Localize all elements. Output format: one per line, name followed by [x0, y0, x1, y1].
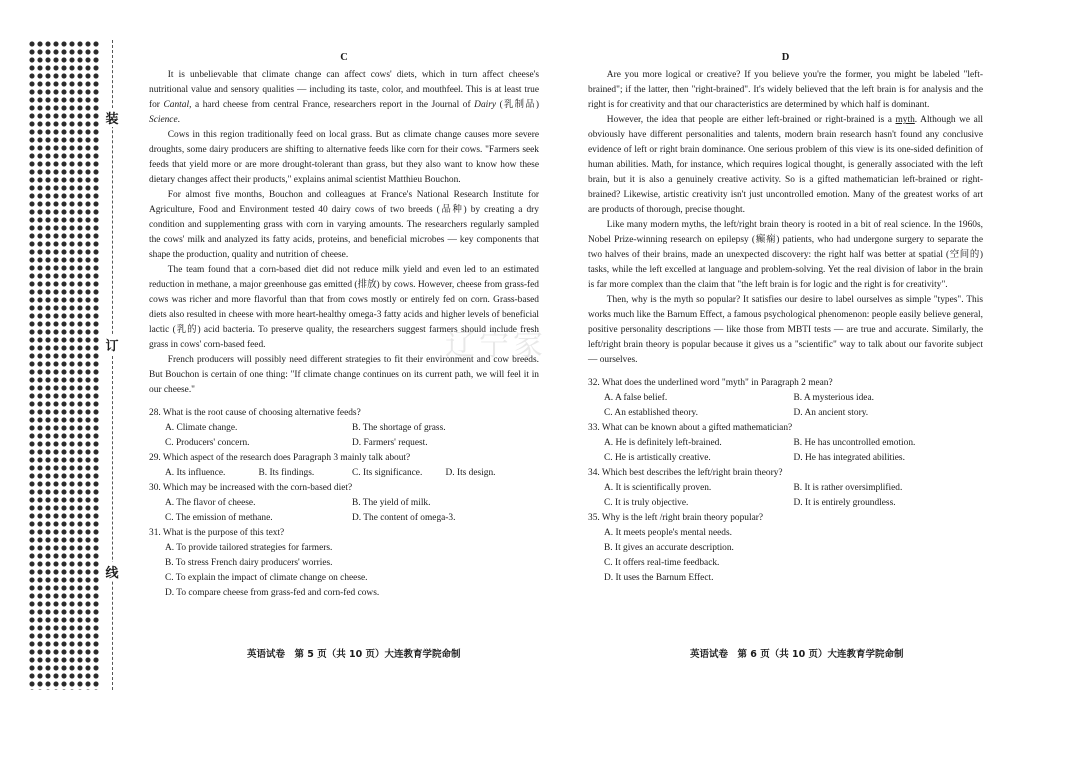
- answer-options: [149, 421, 539, 451]
- question-stem: 34. Which best describes the left/right brain theory?: [588, 468, 783, 478]
- paragraph: For almost five months, Bouchon and colleagues at France's National Research Institute for Agriculture, Food and Environment tested 40 dairy cows of two breeds (品种) by creating a dry condition and supplementing grass with corn in varying amounts. The researchers regularly sampled the cows' milk and analyzed its fatty acids, proteins, and beneficial microbes — key components that shape the production, quality and nutrition of cheese.: [149, 190, 539, 260]
- answer-option: D. It uses the Barnum Effect.: [604, 573, 714, 583]
- answer-option: D. Its design.: [445, 468, 496, 478]
- answer-option: B. It gives an accurate description.: [604, 543, 734, 553]
- answer-options: [588, 391, 983, 421]
- answer-option: C. An established theory.: [604, 408, 698, 418]
- paragraph: Cows in this region traditionally feed on local grass. But as climate change causes more severe droughts, some dairy producers are shifting to alternative feeds like corn for their cows. "Farmers seek feeds that yield more or are more drought-tolerant than grass, but they also want to know how these dietary changes affect their products," explains animal scientist Matthieu Bouchon.: [149, 130, 539, 185]
- answer-options: [588, 526, 983, 586]
- answer-option: C. To explain the impact of climate change on cheese.: [165, 573, 368, 583]
- answer-option: B. To stress French dairy producers' worries.: [165, 558, 333, 568]
- binding-mark-middle: 订: [104, 335, 120, 354]
- answer-option: A. Climate change.: [165, 423, 238, 433]
- answer-option: B. The shortage of grass.: [352, 423, 446, 433]
- answer-option: C. Producers' concern.: [165, 438, 250, 448]
- answer-options: [149, 496, 539, 526]
- paragraph: Like many modern myths, the left/right brain theory is rooted in a bit of real science. In the 1960s, Nobel Prize-winning research on epilepsy (癫痫) patients, who had undergone surgery to separate the two halves of their brains, made an unexpected discovery: the right half was better at spatial (空间的) tasks, while the left excelled at language and problem-solving. Yet the real division of labor in the brain is far more complex than the claim that "the left brain is for logic and the right is for creativity".: [588, 220, 983, 290]
- answer-option: D. The content of omega-3.: [352, 513, 456, 523]
- question-stem: 30. Which may be increased with the corn-based diet?: [149, 483, 353, 493]
- passage-c: [149, 50, 539, 601]
- answer-option: D. It is entirely groundless.: [793, 498, 896, 508]
- binding-mark-bottom: 线: [104, 562, 120, 581]
- answer-option: A. It is scientifically proven.: [604, 483, 712, 493]
- answer-option: B. Its findings.: [258, 468, 315, 478]
- page-footer-left: 英语试卷 第 5 页（共 10 页）大连教育学院命制: [247, 649, 461, 660]
- answer-option: A. He is definitely left-brained.: [604, 438, 722, 448]
- answer-option: C. The emission of methane.: [165, 513, 273, 523]
- answer-option: B. A mysterious idea.: [793, 393, 874, 403]
- paragraph: Then, why is the myth so popular? It satisfies our desire to label ourselves as simple "types". This works much like the Barnum Effect, a famous psychological phenomenon: people easily believe general, positive personality descriptions — like those from MBTI tests — are true and accurate. Similarly, the left/right brain theory is popular because it gives us a "scientific" way to talk about our favorite subject — ourselves.: [588, 295, 983, 365]
- answer-option: D. He has integrated abilities.: [793, 453, 905, 463]
- answer-options: [149, 541, 539, 601]
- binding-margin-pattern: [28, 40, 100, 690]
- passage-d: [588, 50, 983, 586]
- answer-option: A. A false belief.: [604, 393, 668, 403]
- question-stem: 28. What is the root cause of choosing alternative feeds?: [149, 408, 361, 418]
- answer-options: [588, 436, 983, 466]
- answer-option: C. It offers real-time feedback.: [604, 558, 720, 568]
- answer-option: D. To compare cheese from grass-fed and corn-fed cows.: [165, 588, 380, 598]
- answer-option: D. An ancient story.: [793, 408, 869, 418]
- answer-option: A. It meets people's mental needs.: [604, 528, 732, 538]
- binding-mark-top: 装: [104, 108, 120, 127]
- paragraph: However, the idea that people are either left-brained or right-brained is a myth. Although we all obviously have different personalities and talents, modern brain research hasn't found any conclusive evidence of left or right brain dominance. One serious problem of this view is its one-sided definition of human abilities. Math, for instance, which requires logical thought, is generally associated with the left brain, but it is also a genuinely creative activity. So is a gifted mathematician left-brained or right-brained? Likewise, artistic creativity isn't just uncontrolled emotion. Many of the greatest works of art are products of thorough, precise thought.: [588, 115, 983, 215]
- watermark: 辽宁家: [445, 328, 547, 363]
- binding-cut-line: [112, 40, 113, 690]
- passage-c-body: [149, 68, 539, 398]
- passage-d-body: [588, 68, 983, 368]
- answer-option: A. To provide tailored strategies for farmers.: [165, 543, 333, 553]
- question-stem: 35. Why is the left /right brain theory popular?: [588, 513, 764, 523]
- answer-option: C. He is artistically creative.: [604, 453, 711, 463]
- question-stem: 33. What can be known about a gifted mathematician?: [588, 423, 793, 433]
- question-stem: 32. What does the underlined word "myth" in Paragraph 2 mean?: [588, 378, 833, 388]
- passage-d-questions: [588, 376, 983, 586]
- passage-c-questions: [149, 406, 539, 601]
- question-stem: 29. Which aspect of the research does Paragraph 3 mainly talk about?: [149, 453, 411, 463]
- answer-options: [588, 481, 983, 511]
- answer-option: C. It is truly objective.: [604, 498, 689, 508]
- passage-d-label: D: [781, 52, 790, 63]
- answer-option: B. He has uncontrolled emotion.: [793, 438, 916, 448]
- paragraph: The team found that a corn-based diet did not reduce milk yield and even led to an estimated reduction in methane, a major greenhouse gas emitted (排放) by cows. However, cheese from grass-fed cows was richer and more flavorful than that from cows mostly or entirely fed on corn. Grass-based diets also resulted in cheese with more heart-healthy omega-3 fatty acids and higher levels of beneficial lactic (乳的) acid bacteria. To preserve quality, the researchers suggest farmers should include fresh grass in cows' corn-based feed.: [149, 265, 539, 350]
- page-footer-right: 英语试卷 第 6 页（共 10 页）大连教育学院命制: [690, 649, 904, 660]
- answer-option: D. Farmers' request.: [352, 438, 428, 448]
- answer-option: B. It is rather oversimplified.: [793, 483, 903, 493]
- paragraph: It is unbelievable that climate change can affect cows' diets, which in turn affect cheese's nutritional value and sensory qualities — including its taste, color, and mouthfeel. This is at least true for Cantal, a hard cheese from central France, researchers report in the Journal of Dairy (乳制品) Science.: [149, 70, 539, 125]
- answer-options: [149, 466, 539, 481]
- question-stem: 31. What is the purpose of this text?: [149, 528, 285, 538]
- paragraph: Are you more logical or creative? If you believe you're the former, you might be labeled "left-brained"; if the latter, then "right-brained". It's widely believed that the left brain is for analysis and the right is for creativity and that our characteristics are determined by which half is dominant.: [588, 70, 983, 110]
- answer-option: A. The flavor of cheese.: [165, 498, 256, 508]
- answer-option: B. The yield of milk.: [352, 498, 431, 508]
- paragraph: French producers will possibly need different strategies to fit their environment and cow breeds. But Bouchon is certain of one thing: "If climate change continues on its current path, we will feel it in our cheese.": [149, 355, 539, 395]
- passage-c-label: C: [340, 52, 348, 63]
- answer-option: A. Its influence.: [165, 468, 226, 478]
- answer-option: C. Its significance.: [352, 468, 423, 478]
